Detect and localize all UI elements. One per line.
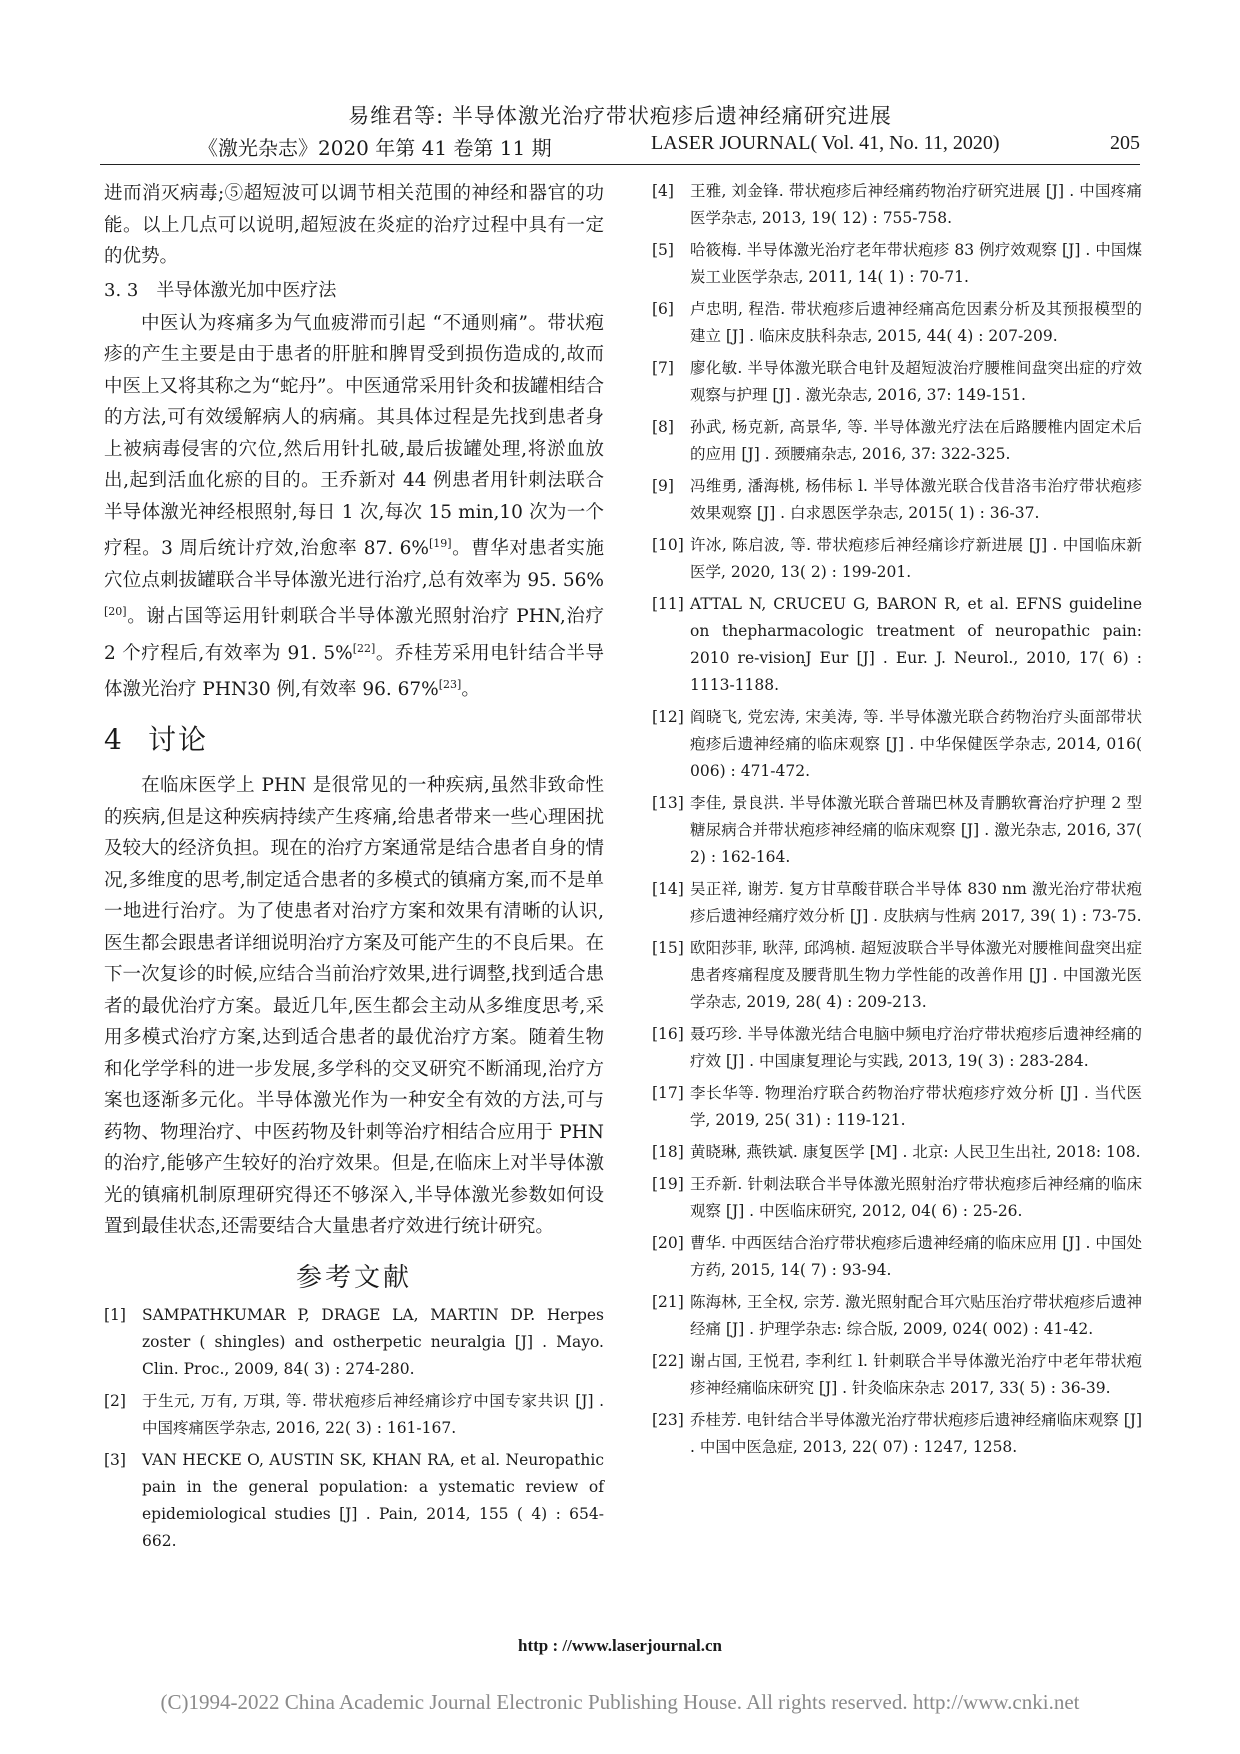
reference-list-right [652, 178, 1142, 1461]
reference-text: 李长华等. 物理治疗联合药物治疗带状疱疹疗效分析 [J] . 当代医学, 2019, 25( 31) : 119-121. [690, 1084, 1142, 1129]
citation-23: [23] [438, 678, 462, 692]
reference-number: [7] [652, 359, 674, 377]
reference-number: [21] [652, 1293, 684, 1311]
reference-item [652, 1080, 1142, 1134]
reference-number: [3] [104, 1450, 126, 1469]
reference-item [652, 532, 1142, 586]
reference-item [652, 1230, 1142, 1284]
reference-item [652, 1407, 1142, 1461]
reference-number: [5] [652, 241, 674, 259]
reference-text: VAN HECKE O, AUSTIN SK, KHAN RA, et al. Neuropathic pain in the general population: a ystematic review of epidemiological studies [J] . Pain, 2014, 155 ( 4) : 654-662. [142, 1450, 604, 1550]
citation-20: [20] [104, 605, 127, 619]
reference-text: 吴正祥, 谢芳. 复方甘草酸苷联合半导体 830 nm 激光治疗带状疱疹后遗神经痛疗效分析 [J] . 皮肤病与性病 2017, 39( 1) : 73-75. [690, 880, 1142, 925]
reference-number: [11] [652, 595, 684, 613]
reference-number: [18] [652, 1143, 684, 1161]
reference-number: [2] [104, 1391, 126, 1410]
section-heading-4 [104, 718, 604, 758]
reference-item [652, 178, 1142, 232]
reference-item [652, 704, 1142, 785]
copyright-notice: (C)1994-2022 China Academic Journal Electronic Publishing House. All rights reserved. http://www.cnki.net [160, 1690, 1080, 1714]
reference-item [104, 1302, 604, 1383]
paragraph-tcm-text-a: 中医认为疼痛多为气血疲滞而引起 “不通则痛”。带状疱疹的产生主要是由于患者的肝脏和脾胃受到损伤造成的,故而中医上又将其称之为“蛇丹”。中医通常采用针灸和拔罐相结合的方法,可有效缓解病人的病痛。其具体过程是先找到患者身上被病毒侵害的穴位,然后用针扎破,最后拔罐处理,将淤血放出,起到活血化瘀的目的。王乔新对 44 例患者用针刺法联合半导体激光神经根照射,每日 1 次,每次 15 min,10 次为一个疗程。3 周后统计疗效,治愈率 87. 6% [104, 312, 604, 560]
running-title: 易维君等: 半导体激光治疗带状疱疹后遗神经痛研究进展 [348, 104, 892, 128]
paragraph-discussion: 在临床医学上 PHN 是很常见的一种疾病,虽然非致命性的疾病,但是这种疾病持续产生疼痛,给患者带来一些心理困扰及较大的经济负担。现在的治疗方案通常是结合患者自身的情况,多维度的思考,制定适合患者的多模式的镇痛方案,而不是单一地进行治疗。为了使患者对治疗方案和效果有清晰的认识,医生都会跟患者详细说明治疗方案及可能产生的不良后果。在下一次复诊的时候,应结合当前治疗效果,进行调整,找到适合患者的最优治疗方案。最近几年,医生都会主动从多维度思考,采用多模式治疗方案,达到适合患者的最优治疗方案。随着生物和化学学科的进一步发展,多学科的交叉研究不断涌现,治疗方案也逐渐多元化。半导体激光作为一种安全有效的方法,可与药物、物理治疗、中医药物及针刺等治疗相结合应用于 PHN 的治疗,能够产生较好的治疗效果。但是,在临床上对半导体激光的镇痛机制原理研究得还不够深入,半导体激光参数如何设置到最佳状态,还需要结合大量患者疗效进行统计研究。 [104, 775, 604, 1238]
section-title: 讨论 [148, 723, 209, 757]
reference-text: 欧阳莎菲, 耿萍, 邱鸿桢. 超短波联合半导体激光对腰椎间盘突出症患者疼痛程度及腰背肌生物力学性能的改善作用 [J] . 中国激光医学杂志, 2019, 28( 4) : 209-213. [690, 939, 1142, 1011]
paragraph-tcm-text-e: 。 [461, 679, 480, 701]
reference-item [104, 1388, 604, 1442]
reference-item [652, 1348, 1142, 1402]
reference-text: 曹华. 中西医结合治疗带状疱疹后遗神经痛的临床应用 [J] . 中国处方药, 2015, 14( 7) : 93-94. [690, 1234, 1142, 1279]
reference-item [652, 935, 1142, 1016]
reference-item [652, 876, 1142, 930]
reference-number: [1] [104, 1305, 126, 1324]
reference-list-left [104, 1302, 604, 1555]
reference-item [652, 1289, 1142, 1343]
journal-name-cn: 《激光杂志》2020 年第 41 卷第 11 期 [198, 136, 552, 160]
reference-item [652, 237, 1142, 291]
paragraph-tcm [104, 308, 604, 707]
reference-number: [15] [652, 939, 684, 957]
reference-item [652, 1021, 1142, 1075]
reference-number: [17] [652, 1084, 684, 1102]
reference-item [652, 1139, 1142, 1166]
reference-number: [14] [652, 880, 684, 898]
paragraph-tcm-text-c: 。谢占国等运用针刺联合半导体激光照射治疗 PHN,治疗 2 个疗程后,有效率为 91. 5% [104, 606, 604, 664]
reference-text: 黄晓琳, 燕铁斌. 康复医学 [M] . 北京: 人民卫生出社, 2018: 108. [690, 1143, 1141, 1161]
reference-text: 李佳, 景良洪. 半导体激光联合普瑞巴林及青鹏软膏治疗护理 2 型糖尿病合并带状疱疹神经痛的临床观察 [J] . 激光杂志, 2016, 37( 2) : 162-164. [690, 794, 1142, 866]
reference-number: [9] [652, 477, 674, 495]
reference-text: 聂巧珍. 半导体激光结合电脑中频电疗治疗带状疱疹后遗神经痛的疗效 [J] . 中国康复理论与实践, 2013, 19( 3) : 283-284. [690, 1025, 1142, 1070]
reference-item [652, 355, 1142, 409]
reference-text: 卢忠明, 程浩. 带状疱疹后遗神经痛高危因素分析及其预报模型的建立 [J] . 临床皮肤科杂志, 2015, 44( 4) : 207-209. [690, 300, 1142, 345]
header-rule [100, 164, 1140, 165]
reference-text: 于生元, 万有, 万琪, 等. 带状疱疹后神经痛诊疗中国专家共识 [J] . 中国疼痛医学杂志, 2016, 22( 3) : 161-167. [142, 1391, 604, 1437]
reference-item [652, 1171, 1142, 1225]
journal-info-line [198, 132, 1140, 162]
reference-text: 乔桂芳. 电针结合半导体激光治疗带状疱疹后遗神经痛临床观察 [J] . 中国中医急症, 2013, 22( 07) : 1247, 1258. [690, 1411, 1142, 1456]
subsection-heading-3-3: 3. 3 半导体激光加中医疗法 [104, 279, 337, 301]
reference-item [652, 414, 1142, 468]
reference-text: 王乔新. 针刺法联合半导体激光照射治疗带状疱疹后神经痛的临床观察 [J] . 中医临床研究, 2012, 04( 6) : 25-26. [690, 1175, 1142, 1220]
paragraph-tcm-text-d: 。乔桂芳采用电针结合半导体激光治疗 PHN30 例,有效率 96. 67% [104, 642, 604, 701]
reference-number: [19] [652, 1175, 684, 1193]
reference-item [652, 473, 1142, 527]
reference-number: [13] [652, 794, 684, 812]
left-column [104, 178, 604, 1560]
reference-item [652, 790, 1142, 871]
reference-number: [10] [652, 536, 684, 554]
reference-text: 王雅, 刘金锋. 带状疱疹后神经痛药物治疗研究进展 [J] . 中国疼痛医学杂志, 2013, 19( 12) : 755-758. [690, 182, 1142, 227]
journal-url[interactable]: http : //www.laserjournal.cn [518, 1636, 722, 1655]
journal-name-en: LASER JOURNAL( Vol. 41, No. 11, 2020) [651, 132, 1000, 154]
reference-text: 陈海林, 王全权, 宗芳. 激光照射配合耳穴贴压治疗带状疱疹后遗神经痛 [J] . 护理学杂志: 综合版, 2009, 024( 002) : 41-42. [690, 1293, 1142, 1338]
section-number: 4 [104, 723, 124, 757]
reference-item [652, 296, 1142, 350]
reference-item [104, 1447, 604, 1555]
citation-19: [19] [428, 537, 452, 550]
reference-text: 哈筱梅. 半导体激光治疗老年带状疱疹 83 例疗效观察 [J] . 中国煤炭工业医学杂志, 2011, 14( 1) : 70-71. [690, 241, 1142, 286]
reference-number: [23] [652, 1411, 684, 1429]
reference-number: [8] [652, 418, 674, 436]
reference-text: ATTAL N, CRUCEU G, BARON R, et al. EFNS guideline on thepharmacologic treatment of neuropathic pain: 2010 re-visionJ Eur [J] . Eur. J. Neurol., 2010, 17( 6) : 1113-1188. [690, 595, 1142, 694]
reference-text: 阎晓飞, 党宏涛, 宋美涛, 等. 半导体激光联合药物治疗头面部带状疱疹后遗神经痛的临床观察 [J] . 中华保健医学杂志, 2014, 016( 006) : 471-472. [690, 708, 1142, 780]
right-column [652, 178, 1142, 1466]
citation-22: [22] [352, 641, 376, 655]
reference-text: 许冰, 陈启波, 等. 带状疱疹后神经痛诊疗新进展 [J] . 中国临床新医学, 2020, 13( 2) : 199-201. [690, 536, 1142, 581]
reference-number: [20] [652, 1234, 684, 1252]
reference-number: [22] [652, 1352, 684, 1370]
reference-number: [16] [652, 1025, 684, 1043]
reference-text: 孙武, 杨克新, 高景华, 等. 半导体激光疗法在后路腰椎内固定术后的应用 [J] . 颈腰痛杂志, 2016, 37: 322-325. [690, 418, 1142, 463]
references-heading: 参考文献 [295, 1262, 412, 1293]
reference-number: [6] [652, 300, 674, 318]
reference-number: [12] [652, 708, 684, 726]
reference-text: 冯维勇, 潘海桃, 杨伟标 l. 半导体激光联合伐昔洛韦治疗带状疱疹效果观察 [J] . 白求恩医学杂志, 2015( 1) : 36-37. [690, 477, 1142, 522]
reference-text: SAMPATHKUMAR P, DRAGE LA, MARTIN DP. Herpes zoster ( shingles) and ostherpetic neuralgia [J] . Mayo. Clin. Proc., 2009, 84( 3) : 274-280. [142, 1305, 604, 1378]
reference-text: 廖化敏. 半导体激光联合电针及超短波治疗腰椎间盘突出症的疗效观察与护理 [J] . 激光杂志, 2016, 37: 149-151. [690, 359, 1142, 404]
reference-number: [4] [652, 182, 674, 200]
page-number: 205 [1110, 132, 1140, 154]
paragraph-tcm-text-b: 。曹华对患者实施穴位点刺拔罐联合半导体激光进行治疗,总有效率为 95. 56% [104, 538, 604, 591]
reference-text: 谢占国, 王悦君, 李利红 l. 针刺联合半导体激光治疗中老年带状疱疹神经痛临床研究 [J] . 针灸临床杂志 2017, 33( 5) : 36-39. [690, 1352, 1142, 1397]
paragraph-ultrashortwave-end: 进而消灭病毒;⑤超短波可以调节相关范围的神经和器官的功能。以上几点可以说明,超短波在炎症的治疗过程中具有一定的优势。 [104, 183, 604, 267]
reference-item [652, 591, 1142, 699]
